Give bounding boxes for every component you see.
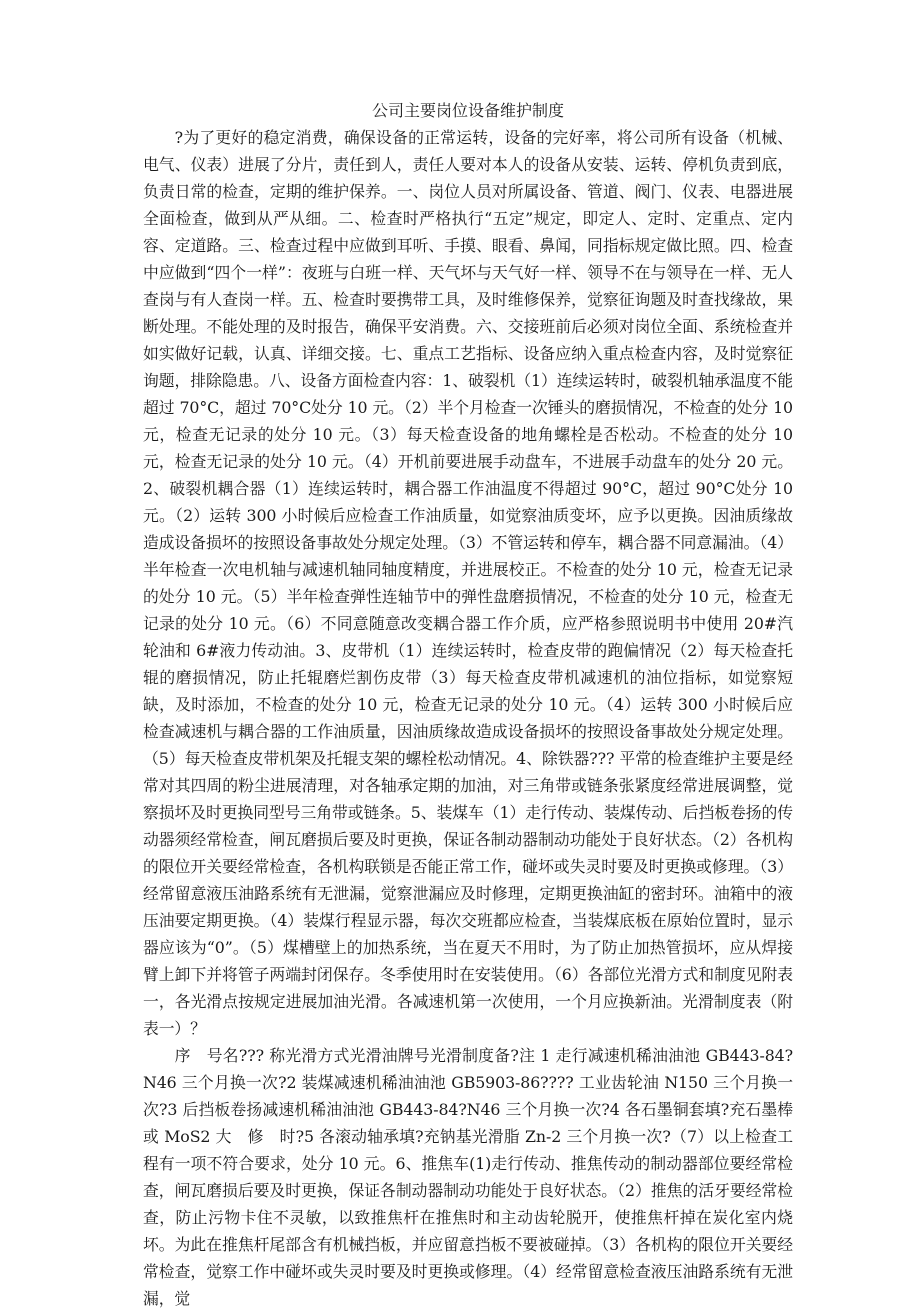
- body-paragraph-1: ?为了更好的稳定消费，确保设备的正常运转，设备的完好率，将公司所有设备（机械、电气、仪表）进展了分片，责任到人，责任人要对本人的设备从安装、运转、停机负责到底，负责日常的检查，定期的维护保养。一、岗位人员对所属设备、管道、阀门、仪表、电器进展全面检查，做到从严从细。二、检查时严格执行“五定”规定，即定人、定时、定重点、定内容、定道路。三、检查过程中应做到耳听、手摸、眼看、鼻闻，同指标规定做比照。四、检查中应做到“四个一样”：夜班与白班一样、天气坏与天气好一样、领导不在与领导在一样、无人查岗与有人查岗一样。五、检查时要携带工具，及时维修保养，觉察征询题及时查找缘故，果断处理。不能处理的及时报告，确保平安消费。六、交接班前后必须对岗位全面、系统检查并如实做好记载，认真、详细交接。七、重点工艺指标、设备应纳入重点检查内容，及时觉察征询题，排除隐患。八、设备方面检查内容：1、破裂机（1）连续运转时，破裂机轴承温度不能超过 70°C，超过 70°C处分 10 元。（2）半个月检查一次锤头的磨损情况，不检查的处分 10 元，检查无记录的处分 10 元。（3）每天检查设备的地角螺栓是否松动。不检查的处分 10 元，检查无记录的处分 10 元。（4）开机前要进展手动盘车，不进展手动盘车的处分 20 元。2、破裂机耦合器（1）连续运转时，耦合器工作油温度不得超过 90°C，超过 90°C处分 10 元。（2）运转 300 小时候后应检查工作油质量，如觉察油质变坏，应予以更换。因油质缘故造成设备损坏的按照设备事故处分规定处理。（3）不管运转和停车，耦合器不同意漏油。（4）半年检查一次电机轴与减速机轴同轴度精度，并进展校正。不检查的处分 10 元，检查无记录的处分 10 元。（5）半年检查弹性连轴节中的弹性盘磨损情况，不检查的处分 10 元，检查无记录的处分 10 元。（6）不同意随意改变耦合器工作介质，应严格参照说明书中使用 20#汽轮油和 6#液力传动油。3、皮带机（1）连续运转时，检查皮带的跑偏情况（2）每天检查托辊的磨损情况，防止托辊磨烂割伤皮带（3）每天检查皮带机减速机的油位指标，如觉察短缺，及时添加，不检查的处分 10 元，检查无记录的处分 10 元。（4）运转 300 小时候后应检查减速机与耦合器的工作油质量，因油质缘故造成设备损坏的按照设备事故处分规定处理。（5）每天检查皮带机架及托辊支架的螺栓松动情况。4、除铁器??? 平常的检查维护主要是经常对其四周的粉尘进展清理，对各轴承定期的加油，对三角带或链条张紧度经常进展调整，觉察损坏及时更换同型号三角带或链条。5、装煤车（1）走行传动、装煤传动、后挡板卷扬的传动器须经常检查，闸瓦磨损后要及时更换，保证各制动器制动功能处于良好状态。（2）各机构的限位开关要经常检查，各机构联锁是否能正常工作，碰坏或失灵时要及时更换或修理。（3）经常留意液压油路系统有无泄漏，觉察泄漏应及时修理，定期更换油缸的密封环。油箱中的液压油要定期更换。（4）装煤行程显示器，每次交班都应检查，当装煤底板在原始位置时，显示器应该为“0”。（5）煤槽壁上的加热系统，当在夏天不用时，为了防止加热管损坏，应从焊接臂上卸下并将管子两端封闭保存。冬季使用时在安装使用。（6）各部位光滑方式和制度见附表一，各光滑点按规定进展加油光滑。各减速机第一次使用，一个月应换新油。光滑制度表（附表一）？: [143, 128, 793, 1038]
- document-page: [143, 100, 793, 1312]
- body-paragraph-2: 序 号名??? 称光滑方式光滑油牌号光滑制度备?注 1 走行减速机稀油油池 GB443-84?N46 三个月换一次?2 装煤减速机稀油油池 GB5903-86???? 工业齿轮油 N150 三个月换一次?3 后挡板卷扬减速机稀油油池 GB443-84?N46 三个月换一次?4 各石墨铜套填?充石墨棒或 MoS2 大 修 时?5 各滚动轴承填?充钠基光滑脂 Zn-2 三个月换一次?（7）以上检查工程有一项不符合要求，处分 10 元。6、推焦车(1)走行传动、推焦传动的制动器部位要经常检查，闸瓦磨损后要及时更换，保证各制动器制动功能处于良好状态。（2）推焦的活牙要经常检查，防止污物卡住不灵敏，以致推焦杆在推焦时和主动齿轮脱开，使推焦杆掉在炭化室内烧坏。为此在推焦杆尾部含有机械挡板，并应留意挡板不要被碰掉。（3）各机构的限位开关要经常检查，觉察工作中碰坏或失灵时要及时更换或修理。（4）经常留意检查液压油路系统有无泄漏，觉: [143, 1046, 794, 1308]
- document-title: 公司主要岗位设备维护制度: [371, 101, 564, 120]
